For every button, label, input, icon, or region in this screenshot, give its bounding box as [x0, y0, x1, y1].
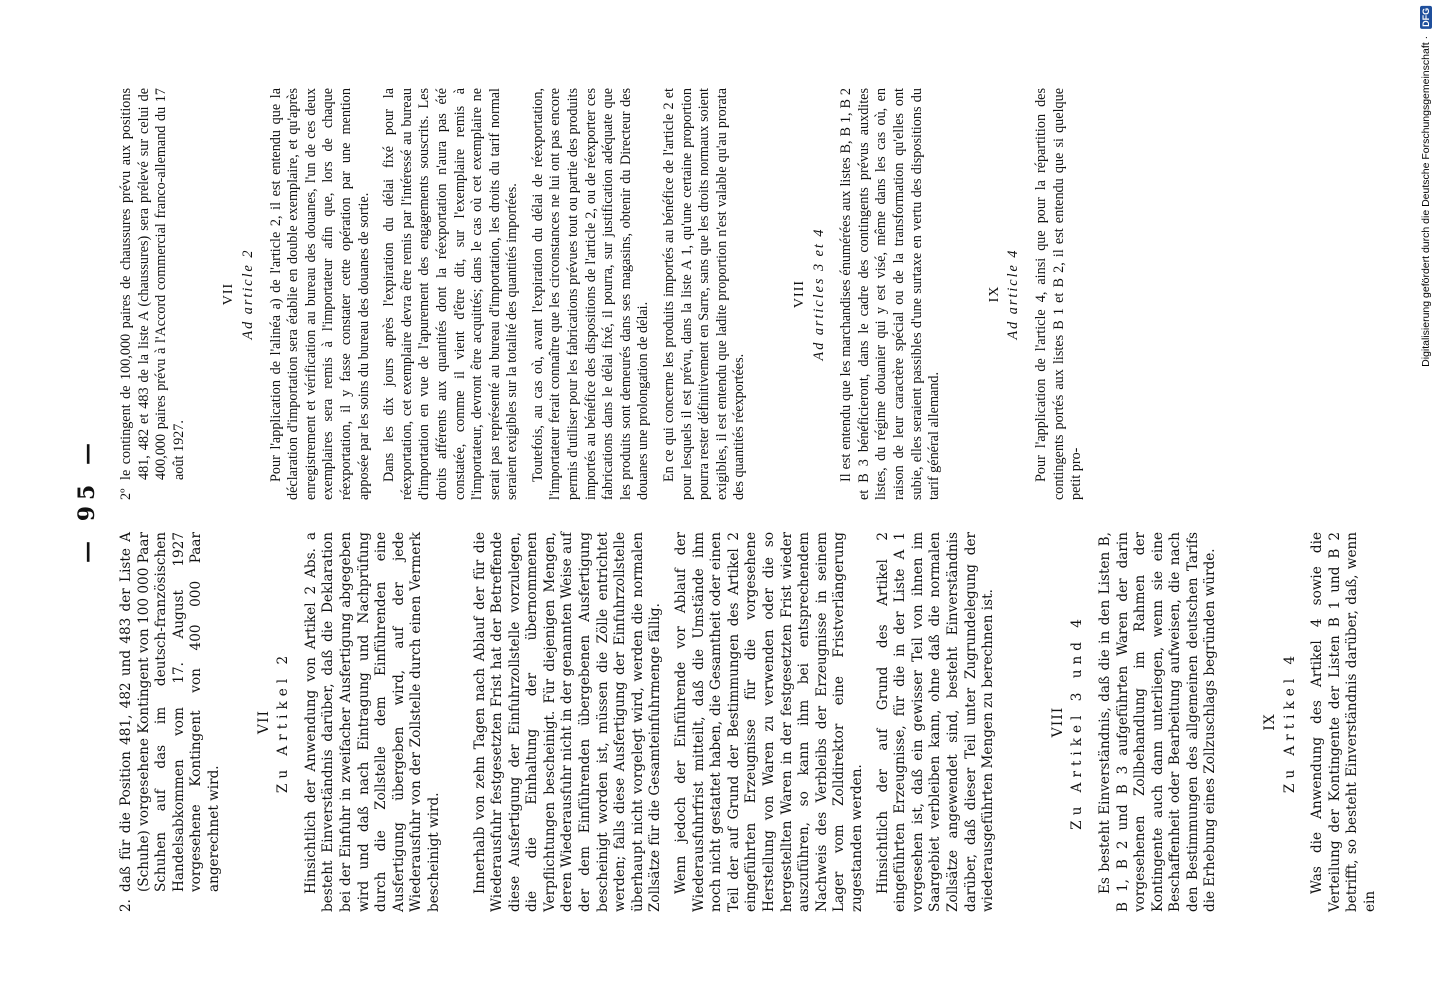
page-number: — 95 — [74, 437, 100, 563]
german-s7-paragraph-3: Wenn jedoch der Einführende vor Ablauf der Wiederausfuhrfrist mitteilt, daß die Umstände ihm noch nicht gestattet haben, die Gesamtheit oder einen Teil der auf Grund der Bestimmungen des Artikel 2 eingeführten Erzeugnisse für die vorgesehene Herstellung von Waren zu verwenden oder die so hergestellten Waren in der festgesetzten Frist wieder auszuführen, so kann ihm bei entsprechendem Nachweis des Verbleibs der Erzeugnisse in seinem Lager vom Zolldirektor eine Fristverlängerung zugestanden werden. [673, 532, 865, 912]
german-section-9-title: Zu Artikel 4 [1281, 650, 1298, 794]
german-section-8-number: VIII [1049, 706, 1066, 738]
german-s7-paragraph-2: Innerhalb von zehn Tagen nach Ablauf der für die Wiederausfuhr festgesetzten Frist hat der Betreffende diese Ausfertigung der Einfuhrzollstelle vorzulegen, die die Einhaltung der übernommenen Verpflichtungen bescheinigt. Für diejenigen Mengen, deren Wiederausfuhr nicht in der genannten Weise auf der dem Einführenden übergebenen Ausfertigung bescheinigt worden ist, müssen die Zölle entrichtet werden; falls diese Ausfertigung der Einfuhrzollstelle überhaupt nicht vorgelegt wird, werden die normalen Zollsätze für die Gesamteinfuhrmenge fällig. [471, 532, 664, 912]
french-section-7-number: VII [221, 282, 237, 306]
french-s7-paragraph-3: Toutefois, au cas où, avant l'expiration du délai de réexportation, l'importateur ferait connaître que les circonstances ne lui ont pas encore permis d'utiliser pour les fabrications prévues tout ou partie des produits importés au bénéfice des dispositions de l'article 2, ou de réexporter ces fabrications dans le délai fixé, il pourra, sur justification adéquate que les produits sont demeurés dans ses magasins, obtenir du Directeur des douanes une prolongation de délai. [529, 88, 652, 500]
french-column [118, 88, 1094, 500]
french-item-2-text: le contingent de 100,000 paires de chaussures prévu aux positions 481, 482 et 483 de la liste A (chaussures) sera prélevé sur celui de 400,000 paires prévu à l'Accord commercial franco-allemand du 17 août 1927. [118, 88, 187, 480]
german-section-9-number: IX [1262, 713, 1279, 731]
digitization-credit [1414, 6, 1432, 406]
french-s7-paragraph-1: Pour l'application de l'alinéa a) de l'article 2, il est entendu que la déclaration d'importation sera établie en double exemplaire, et qu'après enregistrement et vérification au bureau des douanes, l'un de ces deux exemplaires sera remis à l'importateur afin que, lors de chaque réexportation, il y fasse constater cette opération par une mention apposée par les soins du bureau des douanes de sortie. [267, 88, 372, 500]
german-column [118, 532, 1388, 912]
german-s9-paragraph-1: Was die Anwendung des Artikel 4 sowie die Verteilung der Kontingente der Listen B 1 und B 2 betrifft, so besteht Einverständnis darüber, daß, wenn ein [1309, 532, 1379, 912]
german-item-2 [118, 532, 224, 912]
german-item-2-text: daß für die Position 481, 482 und 483 der Liste A (Schuhe) vorgesehene Kontingent von 100 000 Paar Schuhen auf das im deutsch-französischen Handelsabkommen vom 17. August 1927 vorgesehene Kontingent von 400 000 Paar angerechnet wird. [118, 532, 222, 892]
french-s7-paragraph-4: En ce qui concerne les produits importés au bénéfice de l'article 2 et pour lesquels il est prévu, dans la liste A 1, qu'une certaine proportion pourra rester définitivement en Sarre, sans que les droits normaux soient exigibles, il est entendu que ladite proportion n'est valable qu'au prorata des quantités réexportées. [661, 88, 748, 500]
german-section-7-title: Zu Artikel 2 [275, 650, 292, 794]
french-s9-paragraph-1: Pour l'application de l'article 4, ainsi que pour la répartition des contingents portés aux listes B 1 et B 2, il est entendu que si quelque petit pro- [1032, 88, 1085, 500]
dfg-logo: DFG [1421, 8, 1431, 27]
german-section-7-number: VII [255, 709, 272, 735]
german-section-8-title: Zu Artikel 3 und 4 [1069, 614, 1086, 830]
credit-text: Digitalisierung gefördert durch die Deutsche Forschungsgemeinschaft · [1420, 35, 1432, 367]
french-s7-paragraph-2: Dans les dix jours après l'expiration du délai fixé pour la réexportation, cet exemplaire devra être remis par l'intéressé au bureau d'importation en vue de l'apurement des engagements souscrits. Les droits afférents aux quantités dont la réexportation n'aura pas été constatée, comme il vient d'être dit, sur l'exemplaire remis à l'importateur, devront être acquittés; dans le cas où cet exemplaire ne serait pas représenté au bureau d'importation, les droits du tarif normal seraient exigibles sur la totalité des quantités importées. [381, 88, 521, 500]
german-s7-paragraph-4: Hinsichtlich der auf Grund des Artikel 2 eingeführten Erzeugnisse, für die in der Liste A 1 vorgesehen ist, daß ein gewisser Teil von ihnen im Saargebiet verbleiben kann, ohne daß die normalen Zollsätze angewendet sind, besteht Einverständnis darüber, daß dieser Teil unter Zugrundelegung der wiederausgeführten Mengen zu berechnen ist. [874, 532, 997, 912]
digitization-credit-text [1420, 6, 1432, 367]
french-section-8-title: Ad articles 3 et 4 [810, 227, 827, 361]
german-s7-paragraph-1: Hinsichtlich der Anwendung von Artikel 2 Abs. a besteht Einverständnis darüber, daß die Deklaration bei der Einfuhr in zweifacher Ausfertigung abgegeben wird und daß nach Eintragung und Nachprüfung durch die Zollstelle dem Einführenden eine Ausfertigung übergeben wird, auf der jede Wiederausfuhr von der Zollstelle durch einen Vermerk bescheinigt wird. [302, 532, 442, 912]
french-item-2-number: 2º [118, 488, 134, 500]
french-s8-paragraph-1: Il est entendu que les marchandises énumérées aux listes B, B 1, B 2 et B 3 bénéficieront, dans le cadre des contingents prévus auxdites listes, du régime douanier qui y est visé, même dans les cas où, en raison de leur caractère spécial ou de la transformation qu'elles ont subie, elles seraient passibles d'une surtaxe en vertu des dispositions du tarif général allemand. [838, 88, 943, 500]
french-section-8-number: VIII [792, 279, 807, 309]
german-item-2-number: 2. [118, 899, 134, 912]
french-section-9-title: Ad article 4 [1005, 248, 1022, 340]
french-item-2 [118, 88, 188, 500]
german-s8-paragraph-1: Es besteht Einverständnis, daß die in den Listen B, B 1, B 2 und B 3 aufgeführten Waren der darin vorgesehenen Zollbehandlung im Rahmen der Kontingente auch dann unterliegen, wenn sie eine Beschaffenheit oder Bearbeitung aufweisen, die nach den Bestimmungen des allgemeinen deutschen Tarifs die Erhebung eines Zollzuschlags begründen würde. [1096, 532, 1219, 912]
french-section-7-title: Ad article 2 [239, 248, 256, 340]
french-section-9-number: IX [986, 285, 1002, 303]
